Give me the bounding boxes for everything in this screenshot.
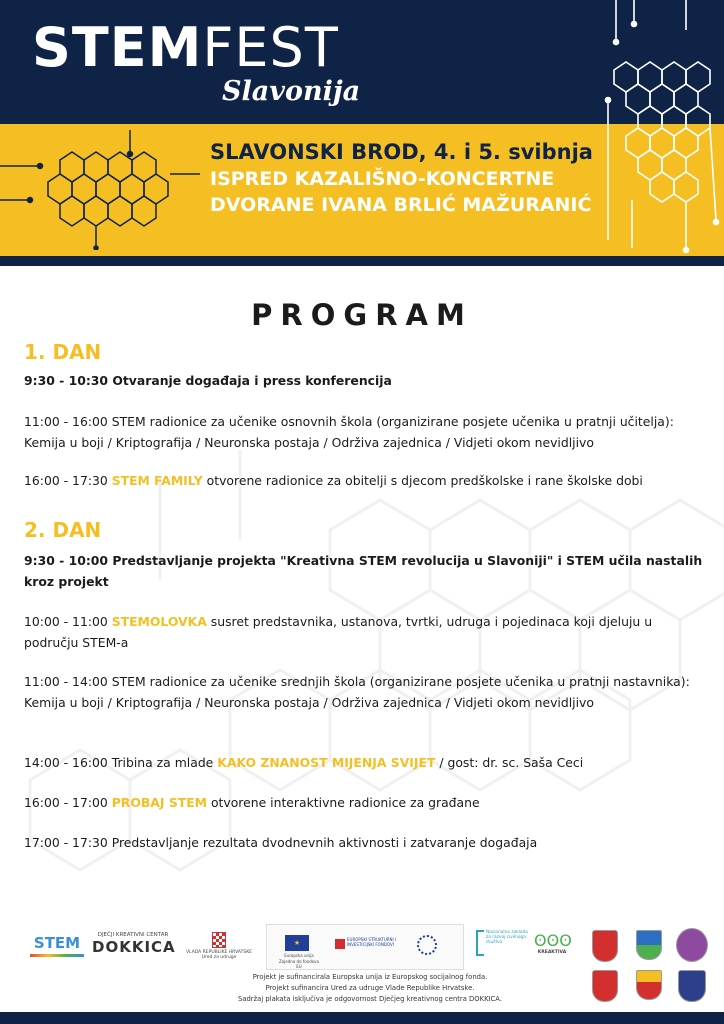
kreaktiva-logo [534, 932, 570, 955]
eu-flag-icon: ★ [285, 935, 309, 951]
location-date: SLAVONSKI BROD, 4. i 5. svibnja [210, 140, 593, 164]
crossroads-icon [417, 935, 437, 955]
day2-item-5 [24, 792, 704, 813]
highlight-stemolovka: STEMOLOVKA [111, 614, 207, 629]
navy-strip [0, 256, 724, 266]
footer-notes [200, 972, 540, 1005]
highlight-probaj-stem: PROBAJ STEM [111, 795, 207, 810]
croatia-coat-icon [212, 932, 226, 948]
item-time: 16:00 - 17:30 [24, 473, 112, 488]
coat-of-arms-2-icon [636, 930, 662, 960]
dokkica-text: DOKKICA [92, 938, 176, 956]
day2-item-2 [24, 611, 704, 653]
kreaktiva-text: KREAKTIVA [537, 950, 567, 955]
day2-item-6: 17:00 - 17:30 Predstavljanje rezultata dvodnevnih aktivnosti i zatvaranje događaja [24, 835, 538, 850]
location-info [210, 138, 610, 218]
day1-item-3 [24, 470, 704, 491]
location-line3: DVORANE IVANA BRLIĆ MAŽURANIĆ [210, 194, 592, 216]
coat-of-arms-4-icon [592, 970, 618, 1002]
day2-item-1: 9:30 - 10:00 Predstavljanje projekta "Kreativna STEM revolucija u Slavoniji" i STEM učila nastalih kroz projekt [24, 553, 703, 589]
location-line2: ISPRED KAZALIŠNO-KONCERTNE [210, 168, 555, 190]
logo-stem: STEM [32, 16, 203, 79]
program-title: PROGRAM [251, 298, 473, 332]
day2-heading: 2. DAN [24, 518, 102, 542]
nz-text: Nacionalna zaklada za razvoj civilnoga društva [486, 930, 528, 945]
day1-item-2: 11:00 - 16:00 STEM radionice za učenike osnovnih škola (organizirane posjete učenika u pratnji učitelja): Kemija u boji / Kriptografija / Neuronska postaja / Održiva zajednica / Vidjeti okom nevidljivo [24, 414, 674, 450]
highlight-stem-family: STEM FAMILY [111, 473, 203, 488]
item-text: otvorene radionice za obitelji s djecom predškolske i rane školske dobi [202, 473, 643, 488]
dokkica-logo [92, 932, 174, 956]
item-text: susret predstavnika, ustanova, tvrtki, udruga i pojedinaca koji djeluju u području STEM-a [24, 614, 653, 650]
nz-bracket-icon [476, 930, 484, 956]
highlight-kako-znanost: KAKO ZNANOST MIJENJA SVIJET [217, 755, 436, 770]
coat-of-arms-1-icon [592, 930, 618, 962]
hexagon-decoration-left [0, 130, 200, 250]
item-time: 16:00 - 17:00 [24, 795, 112, 810]
footer-note-2: Projekt sufinancira Ured za udruge Vlade Republike Hrvatske. [265, 984, 475, 992]
kreaktiva-leaves-icon: ʘʘʘ [534, 931, 572, 950]
item-text: otvorene interaktivne radionice za građane [207, 795, 480, 810]
item-time: 14:00 - 16:00 Tribina za mlade [24, 755, 218, 770]
logo-fest: FEST [202, 16, 339, 79]
eu-sub-text: Zajedno do fondova EU [278, 959, 319, 969]
day2-item-4 [24, 752, 704, 773]
stemfest-logo [32, 16, 361, 116]
vlada-sub-text: Ured za udruge [201, 955, 237, 960]
logo-subtitle: Slavonija [222, 76, 361, 107]
day2-item-3: 11:00 - 14:00 STEM radionice za učenike srednjih škola (organizirane posjete učenika u pratnji nastavnika): Kemija u boji / Kriptografija / Neuronska postaja / Održiva zajednica / Vidjeti okom nevidljivo [24, 674, 690, 710]
vlada-text: VLADA REPUBLIKE HRVATSKE [186, 950, 252, 955]
esif-icon [335, 939, 345, 949]
coat-of-arms-6-icon [678, 970, 706, 1002]
item-text: / gost: dr. sc. Saša Ceci [435, 755, 584, 770]
coat-of-arms-5-icon [636, 970, 662, 1000]
dokkica-top-text: DJEČJI KREATIVNI CENTAR [97, 932, 169, 938]
coat-of-arms-3-icon [676, 928, 708, 962]
eu-text: Europska unija [284, 953, 314, 958]
footer-note-3: Sadržaj plakata isključiva je odgovornost Dječjeg kreativnog centra DOKKICA. [238, 995, 502, 1003]
footer-note-1: Projekt je sufinancirala Europska unija iz Europskog socijalnog fonda. [252, 973, 488, 981]
logo-title [32, 16, 339, 79]
eu-logos-box [266, 924, 464, 970]
day1-heading: 1. DAN [24, 340, 102, 364]
stem-logo [30, 934, 84, 957]
day1-item-1: 9:30 - 10:30 Otvaranje događaja i press konferencija [24, 373, 392, 388]
item-time: 10:00 - 11:00 [24, 614, 112, 629]
esif-text: EUROPSKI STRUKTURNI I INVESTICIJSKI FONDOVI [347, 937, 397, 947]
vlada-logo [184, 932, 254, 960]
footer-band [0, 1012, 724, 1024]
stem-logo-text: STEM [33, 934, 81, 952]
